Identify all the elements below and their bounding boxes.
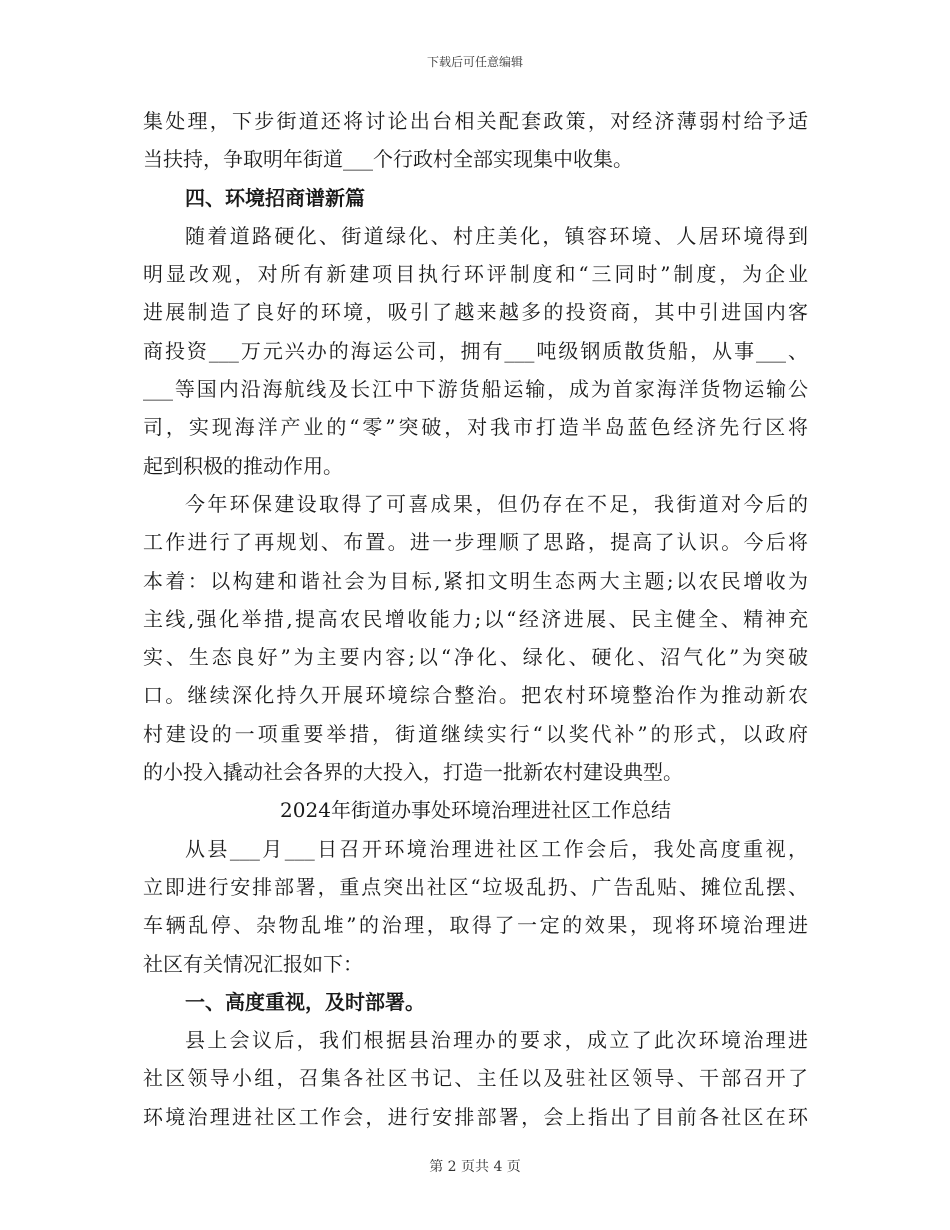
document-body [143,102,808,1136]
paragraph-line: 明显改观，对所有新建项目执行环评制度和“三同时”制度，为企业 [143,262,808,287]
paragraph-line: 随着道路硬化、街道绿化、村庄美化，镇容环境、人居环境得到 [185,223,808,248]
paragraph-line: 社区领导小组，召集各社区书记、主任以及驻社区领导、干部召开了 [143,1066,808,1091]
page-footer: 第 2 页共 4 页 [429,1159,521,1175]
paragraph-line: 村建设的一项重要举措，街道继续实行“以奖代补”的形式，以政府 [143,721,808,746]
paragraph-line: 起到积极的推动作用。 [143,453,343,478]
paragraph-line: 主线,强化举措,提高农民增收能力;以“经济进展、民主健全、精神充 [143,606,808,631]
paragraph-line: 工作进行了再规划、布置。进一步理顺了思路，提高了认识。今后将 [143,530,808,555]
paragraph-line: 县上会议后，我们根据县治理办的要求，成立了此次环境治理进 [185,1028,808,1053]
paragraph-line: 口。继续深化持久开展环境综合整治。把农村环境整治作为推动新农 [143,683,808,708]
section-heading: 四、环境招商谱新篇 [185,185,365,210]
paragraph-line: 今年环保建设取得了可喜成果，但仍存在不足，我街道对今后的 [185,491,808,516]
document-title: 2024年街道办事处环境治理进社区工作总结 [280,798,671,823]
paragraph-line: 进展制造了良好的环境，吸引了越来越多的投资商，其中引进国内客 [143,300,808,325]
paragraph-line: 环境治理进社区工作会，进行安排部署，会上指出了目前各社区在环 [143,1104,808,1129]
paragraph-line: 车辆乱停、杂物乱堆”的治理，取得了一定的效果，现将环境治理进 [143,913,808,938]
paragraph-line: 当扶持，争取明年街道___个行政村全部实现集中收集。 [143,147,633,172]
paragraph-line: ___等国内沿海航线及长江中下游货船运输，成为首家海洋货物运输公 [143,377,808,402]
paragraph-line: 实、生态良好”为主要内容;以“净化、绿化、硬化、沼气化”为突破 [143,645,808,670]
paragraph-line: 商投资___万元兴办的海运公司，拥有___吨级钢质散货船，从事___、 [143,338,808,363]
paragraph-line: 司，实现海洋产业的“零”突破，对我市打造半岛蓝色经济先行区将 [143,415,808,440]
paragraph-line: 集处理，下步街道还将讨论出台相关配套政策，对经济薄弱村给予适 [143,109,808,133]
paragraph-line: 立即进行安排部署，重点突出社区“垃圾乱扔、广告乱贴、摊位乱摆、 [143,874,808,899]
paragraph-line: 的小投入撬动社会各界的大投入，打造一批新农村建设典型。 [143,760,683,785]
section-heading: 一、高度重视，及时部署。 [185,989,425,1014]
paragraph-line: 本着：以构建和谐社会为目标,紧扣文明生态两大主题;以农民增收为 [143,568,808,593]
paragraph-line: 社区有关情况汇报如下： [143,951,363,976]
paragraph-line: 从县___月___日召开环境治理进社区工作会后，我处高度重视， [185,836,808,861]
page-header: 下载后可任意编辑 [426,55,523,69]
